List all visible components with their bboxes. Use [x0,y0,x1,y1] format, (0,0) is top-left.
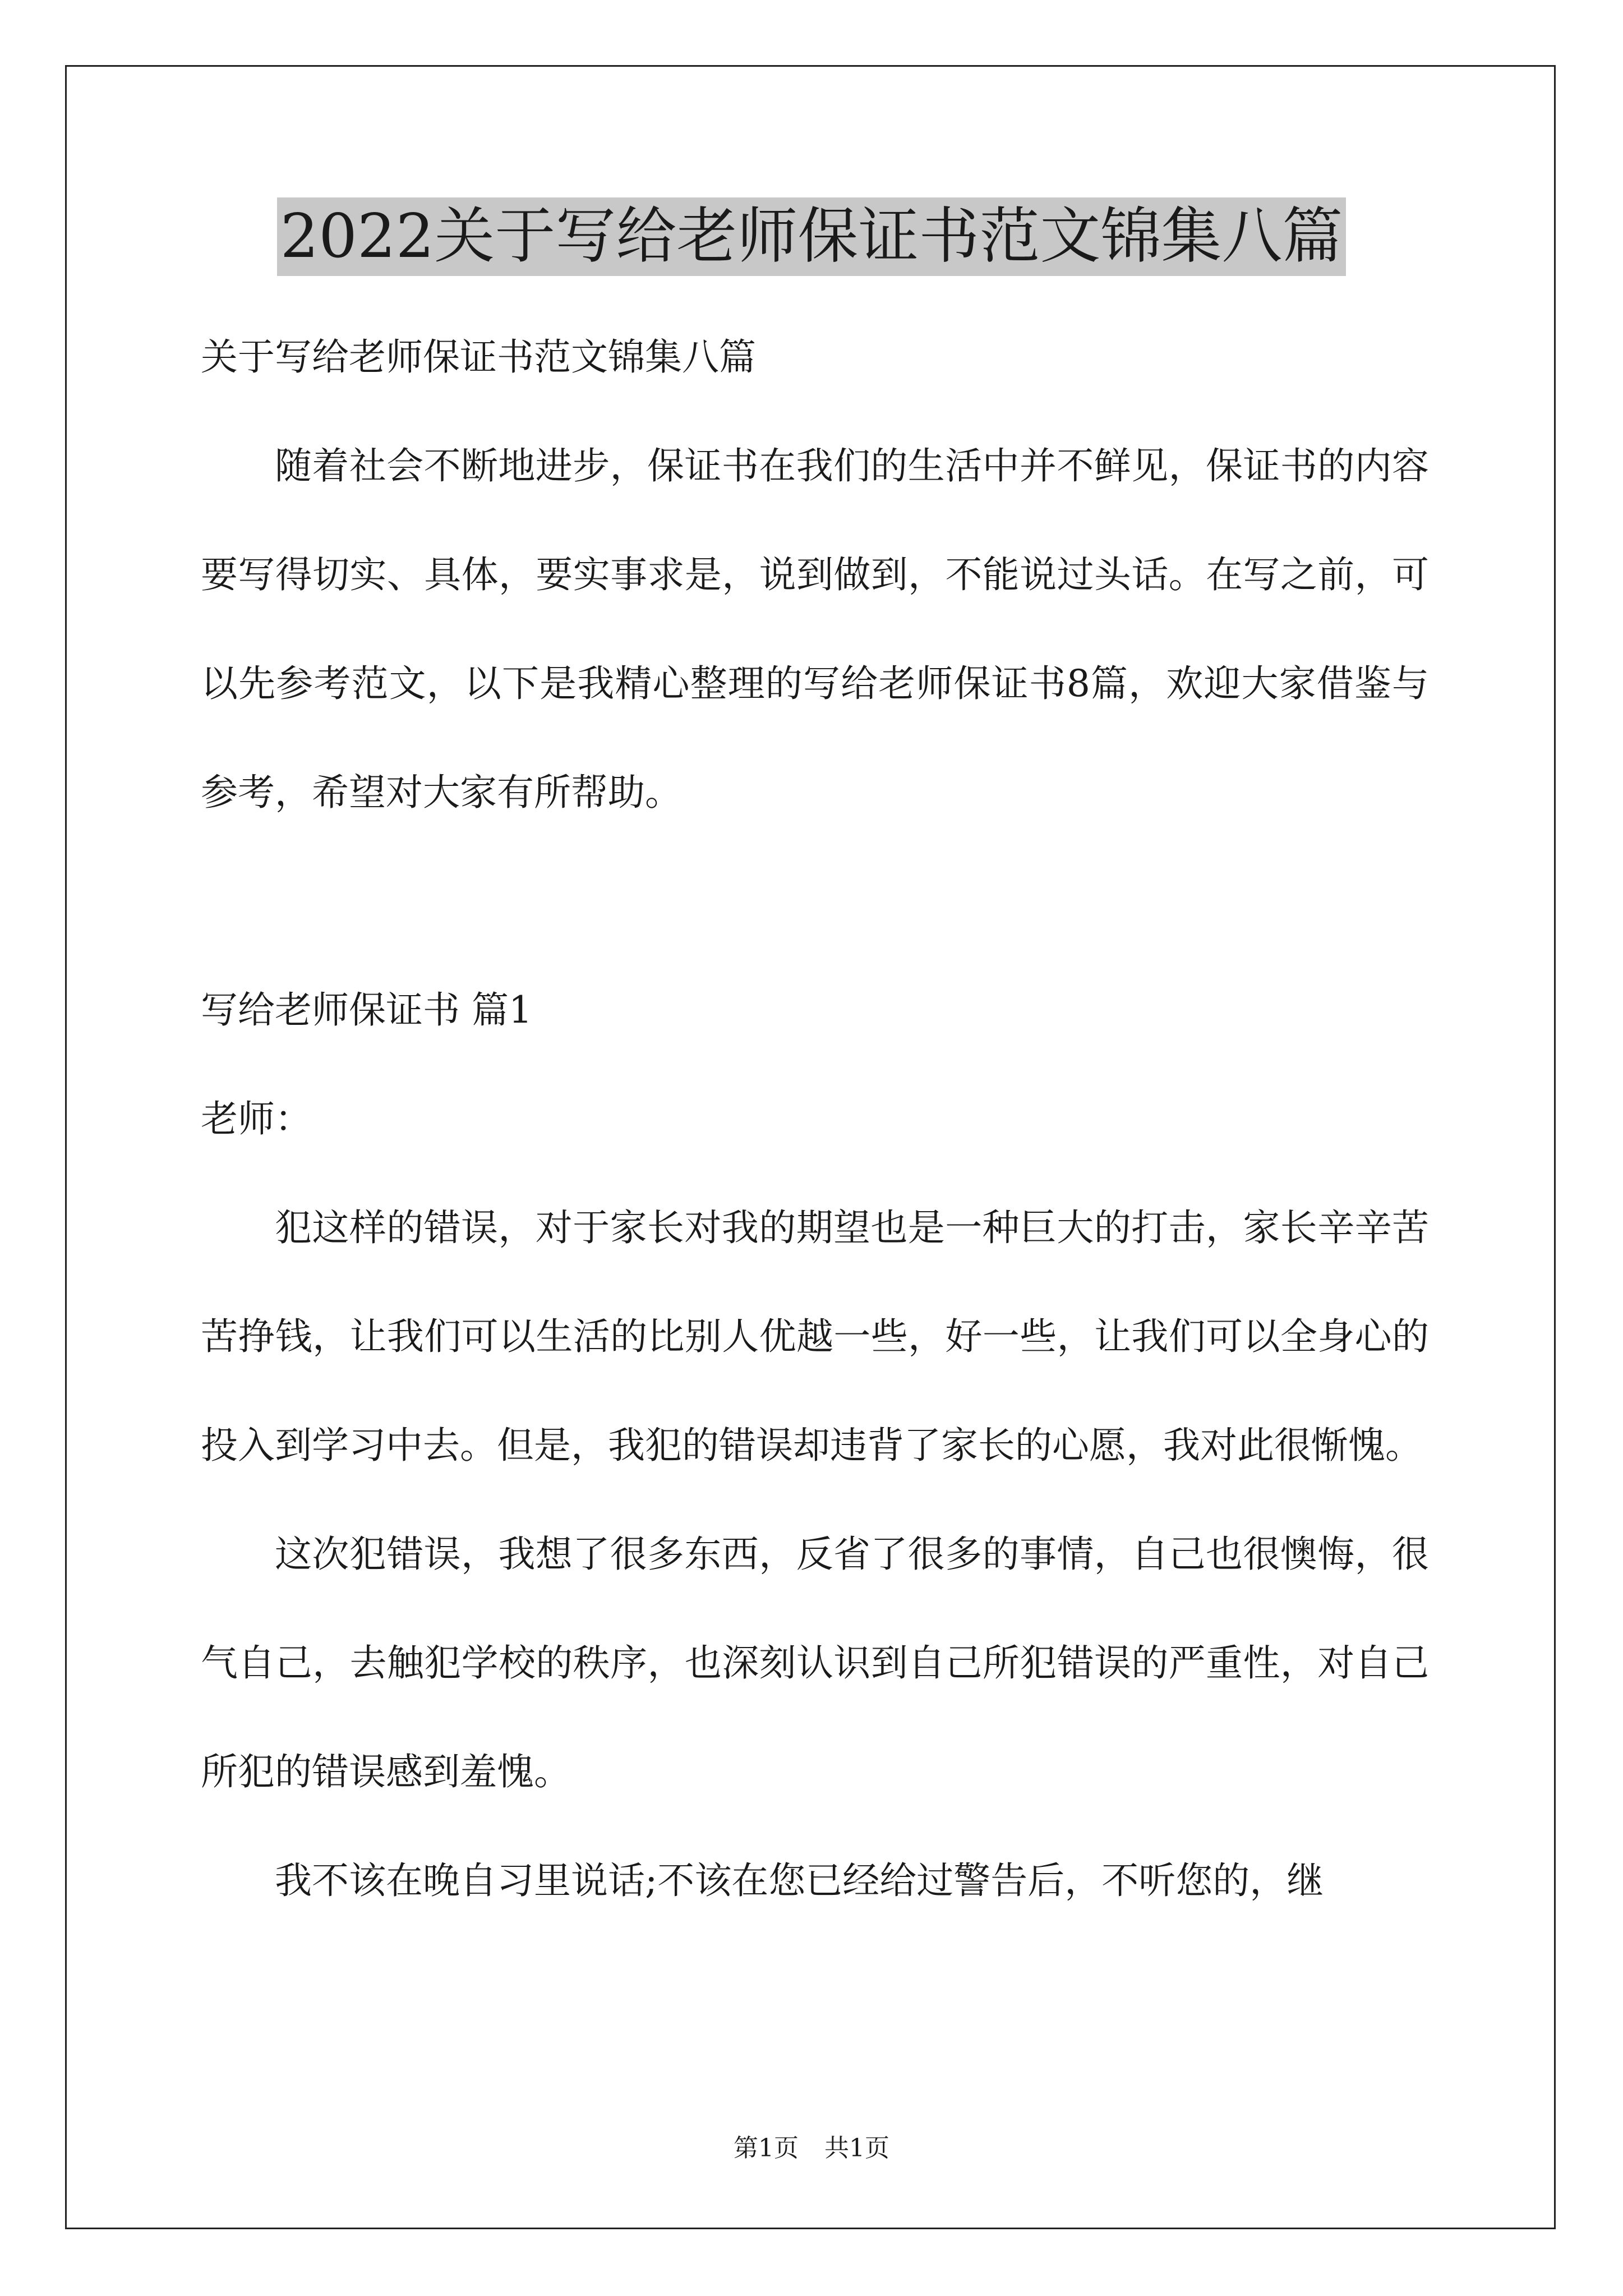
title-container [0,197,1623,276]
document-body [201,303,1429,1935]
page-footer [0,2132,1623,2165]
section-heading: 写给老师保证书 篇1 [201,988,532,1032]
page-number-total: 共1页 [824,2134,889,2162]
intro-paragraph: 随着社会不断地进步，保证书在我们的生活中并不鲜见，保证书的内容要写得切实、具体，要实事求是，说到做到，不能说过头话。在写之前，可以先参考范文，以下是我精心整理的写给老师保证书8篇，欢迎大家借鉴与参考，希望对大家有所帮助。 [201,444,1429,814]
document-title: 2022关于写给老师保证书范文锦集八篇 [277,197,1347,276]
document-subtitle: 关于写给老师保证书范文锦集八篇 [201,335,756,379]
body-paragraph-3: 我不该在晚自习里说话;不该在您已经给过警告后，不听您的，继 [275,1859,1324,1902]
page-number-current: 第1页 [734,2134,799,2162]
body-paragraph-2: 这次犯错误，我想了很多东西，反省了很多的事情，自己也很懊悔，很气自己，去触犯学校的秩序，也深刻认识到自己所犯错误的严重性，对自己所犯的错误感到羞愧。 [201,1533,1429,1793]
salutation: 老师： [201,1097,312,1140]
body-paragraph-1: 犯这样的错误，对于家长对我的期望也是一种巨大的打击，家长辛辛苦苦挣钱，让我们可以生活的比别人优越一些，好一些，让我们可以全身心的投入到学习中去。但是，我犯的错误却违背了家长的心愿，我对此很惭愧。 [201,1206,1429,1467]
